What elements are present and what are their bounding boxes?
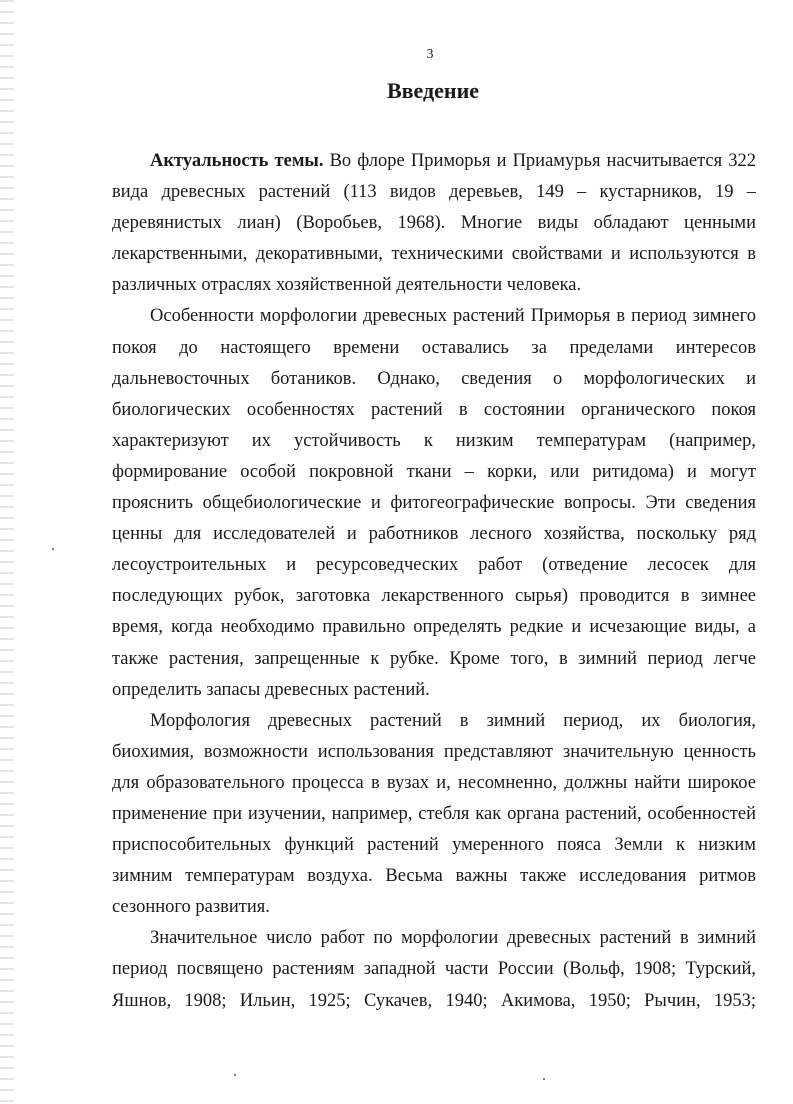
text-line: также растения, запрещенные к рубке. Кроме того, в зимний период легче xyxy=(112,648,756,669)
text-line: формирование особой покровной ткани – корки, или ритидома) и могут xyxy=(112,461,756,482)
text-line: период посвящено растениям западной части России (Вольф, 1908; Турский, xyxy=(112,959,756,980)
text-line: ценны для исследователей и работников лесного хозяйства, поскольку ряд xyxy=(112,524,756,545)
text-line: зимним температурам воздуха. Весьма важны также исследования ритмов xyxy=(112,866,756,887)
text-line: лесоустроительных и ресурсоведческих работ (отведение лесосек для xyxy=(112,555,756,576)
text-line: Морфология древесных растений в зимний период, их биология, xyxy=(150,710,756,731)
text-line: биологических особенностях растений в состоянии органического покоя xyxy=(112,399,756,420)
section-title: Введение xyxy=(386,78,480,103)
text-line: дальневосточных ботаников. Однако, сведения о морфологических и xyxy=(112,368,756,389)
line-text: Во флоре Приморья и Приамурья насчитывается 322 xyxy=(323,151,756,171)
text-line: определить запасы древесных растений. xyxy=(112,679,430,700)
scan-edge-artifact xyxy=(0,0,14,1104)
page-number: 3 xyxy=(426,47,434,62)
text-line: лекарственными, декоративными, техническими свойствами и используются в xyxy=(112,244,756,265)
scan-speck xyxy=(52,548,54,550)
text-line: характеризуют их устойчивость к низким температурам (например, xyxy=(112,430,756,451)
text-line: биохимия, возможности использования представляют значительную ценность xyxy=(112,741,756,762)
text-line xyxy=(112,146,756,177)
text-line: вида древесных растений (113 видов деревьев, 149 – кустарников, 19 – xyxy=(112,182,756,203)
paragraph xyxy=(112,301,756,705)
paragraph xyxy=(112,706,756,924)
body-text xyxy=(112,146,756,1017)
text-line: сезонного развития. xyxy=(112,897,270,918)
text-line: Значительное число работ по морфологии древесных растений в зимний xyxy=(150,928,756,949)
lead-phrase: Актуальность темы. xyxy=(150,151,324,171)
text-line: применение при изучении, например, стебля как органа растений, особенностей xyxy=(112,803,756,824)
scan-speck xyxy=(234,1074,236,1076)
text-line: для образовательного процесса в вузах и, несомненно, должны найти широкое xyxy=(112,772,756,793)
paragraph xyxy=(112,146,756,301)
text-line: Особенности морфологии древесных растений Приморья в период зимнего xyxy=(150,306,756,327)
text-line: приспособительных функций растений умеренного пояса Земли к низким xyxy=(112,835,756,856)
text-line: покоя до настоящего времени оставались за пределами интересов xyxy=(112,337,756,358)
paragraph xyxy=(112,923,756,1016)
text-line: деревянистых лиан) (Воробьев, 1968). Многие виды обладают ценными xyxy=(112,213,756,234)
text-line: время, когда необходимо правильно определять редкие и исчезающие виды, а xyxy=(112,617,756,638)
text-line: различных отраслях хозяйственной деятельности человека. xyxy=(112,275,582,296)
text-line: последующих рубок, заготовка лекарственного сырья) проводится в зимнее xyxy=(112,586,756,607)
scan-speck xyxy=(543,1078,545,1080)
text-line: Яшнов, 1908; Ильин, 1925; Сукачев, 1940; Акимова, 1950; Рычин, 1953; xyxy=(112,990,756,1011)
text-line: прояснить общебиологические и фитогеографические вопросы. Эти сведения xyxy=(112,493,756,514)
